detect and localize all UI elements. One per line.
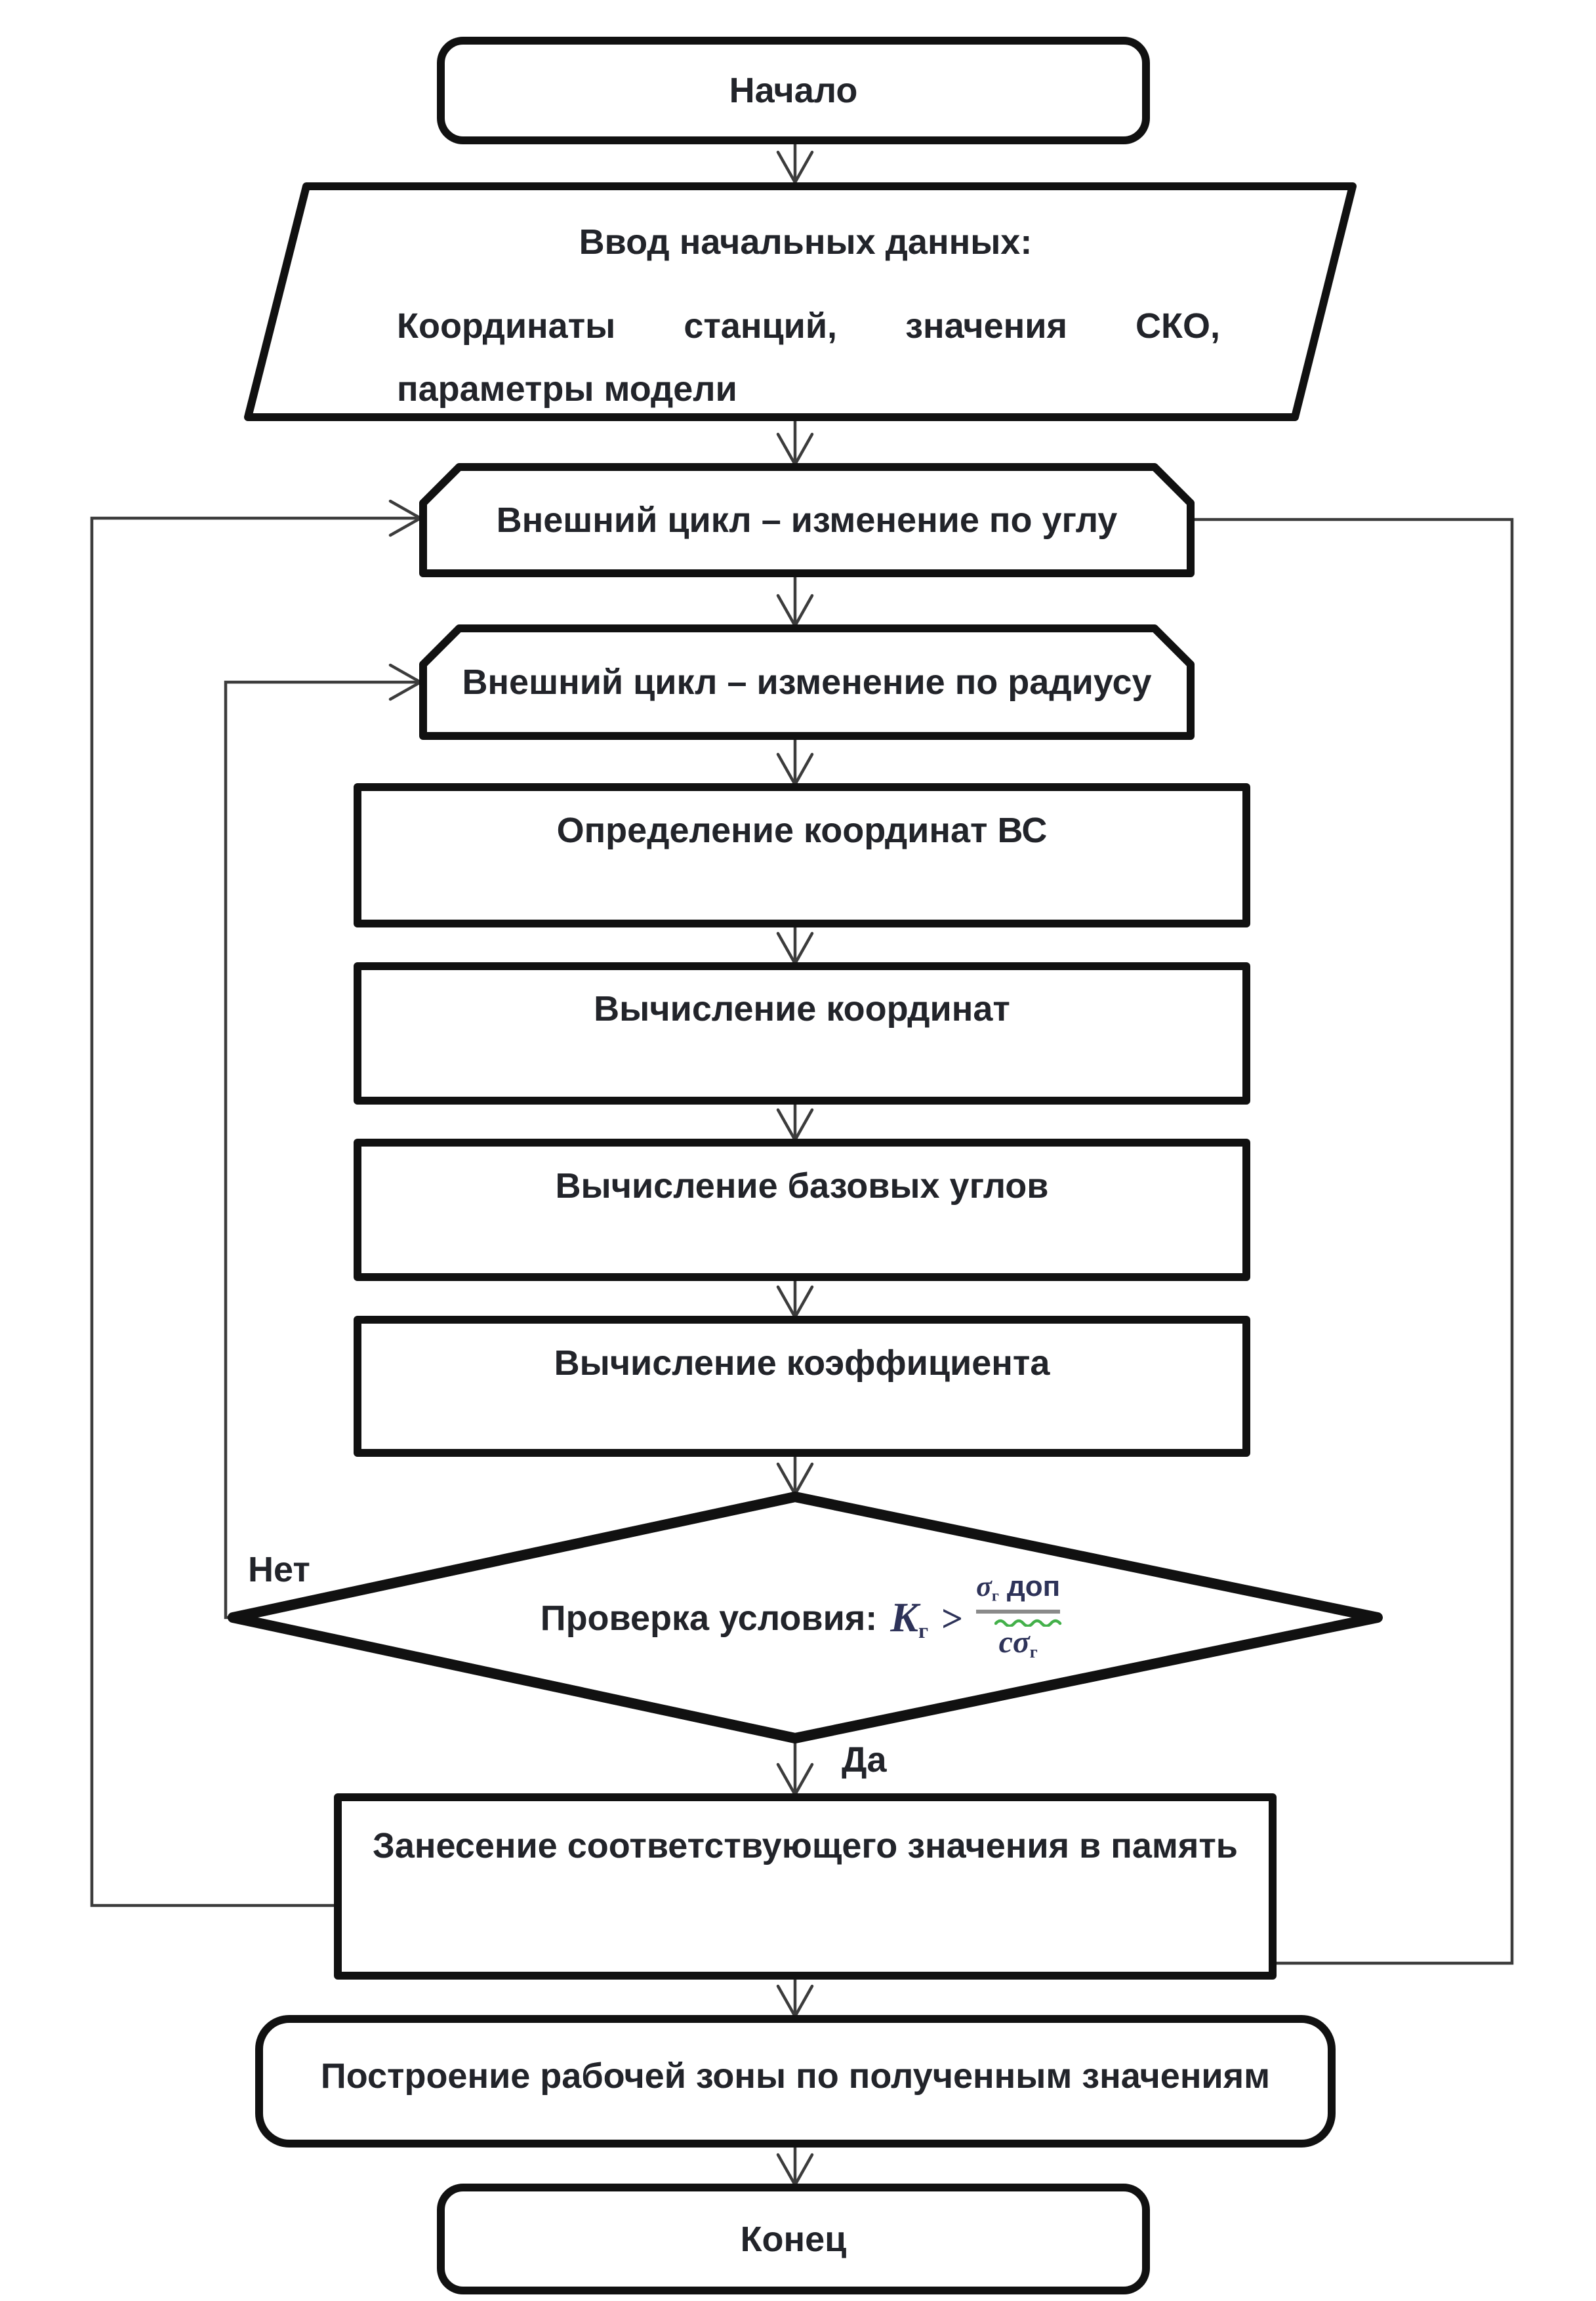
start-label: Начало [729, 71, 858, 110]
calc-coefficient-label: Вычисление коэффициента [554, 1343, 1050, 1383]
loop-angle-label: Внешний цикл – изменение по углу [496, 500, 1118, 540]
denominator-sigma: σ [1012, 1624, 1030, 1660]
numerator-suffix: доп [1006, 1570, 1061, 1603]
end-label: Конец [740, 2219, 847, 2259]
k-letter: K [890, 1593, 918, 1640]
loop-radius-label: Внешний цикл – изменение по радиусу [462, 662, 1152, 702]
calc-coefficient-shape [358, 1320, 1246, 1453]
condition-k-symbol [890, 1593, 928, 1644]
build-zone-label: Построение рабочей зоны по полученным значениям [320, 2056, 1271, 2096]
fraction-denominator [998, 1624, 1038, 1661]
spellcheck-squiggle-icon [994, 1616, 1063, 1627]
store-value-label: Занесение соответствующего значения в память [373, 1826, 1238, 1865]
determine-coords-label: Определение координат ВС [556, 811, 1048, 850]
numerator-sigma: σ [976, 1570, 992, 1603]
calc-coords-shape [358, 966, 1246, 1101]
input-line1: Ввод начальных данных: [579, 222, 1033, 262]
calc-base-angles-shape [358, 1143, 1246, 1277]
determine-coords-shape [358, 787, 1246, 924]
denominator-subscript: г [1029, 1641, 1038, 1661]
calc-base-angles-label: Вычисление базовых углов [555, 1166, 1049, 1206]
branch-yes-label: Да [842, 1740, 887, 1780]
denominator-c: c [998, 1624, 1013, 1660]
numerator-subscript: г [991, 1587, 999, 1605]
k-subscript: г [918, 1618, 929, 1643]
input-line3: параметры модели [397, 369, 737, 409]
condition-formula [453, 1548, 1148, 1688]
condition-prefix: Проверка условия: [540, 1598, 878, 1638]
input-line2: Координаты станций, значения СКО, [397, 306, 1220, 346]
greater-than-sign: > [941, 1597, 964, 1640]
fraction-bar [976, 1610, 1060, 1614]
branch-no-label: Нет [248, 1550, 310, 1589]
condition-fraction [976, 1572, 1060, 1660]
fraction-numerator [976, 1572, 1060, 1604]
calc-coords-label: Вычисление координат [594, 989, 1010, 1028]
store-value-shape [338, 1797, 1273, 1976]
